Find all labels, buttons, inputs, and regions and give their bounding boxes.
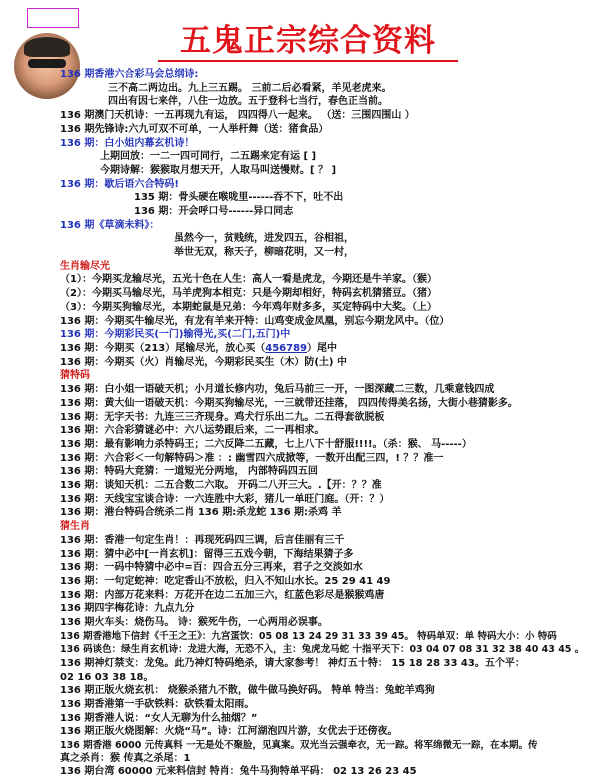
text-line: 136 期《草滴未料》： bbox=[60, 220, 160, 231]
text-line: 136 期：六合彩＜一句解特码＞准 ：: 幽雪四六成掀等，一数开出配三四，! ？？准一 bbox=[60, 453, 444, 464]
text-line: 136 期：无字天书：九连三三齐现身。鸡犬行乐出二九。二五得套欲脱板 bbox=[60, 412, 385, 423]
text-line: 136 期澳门天机诗：一五再现九有运， 四四得八一起来。 （送：三围四围山 ） bbox=[60, 110, 415, 121]
text-line: 136 期：六合彩猜谜必中：六八运势跟后来，二一再相求。 bbox=[60, 425, 325, 436]
text-line: 虽然今一，贫贱统，进发四五，谷相祖， bbox=[174, 233, 354, 244]
avatar-sunglasses bbox=[28, 59, 66, 68]
text-line: 136 期台湾 60000 元来料信封 特肖：兔牛马狗特单平码： 02 13 26 23 45 bbox=[60, 766, 417, 777]
text-line: 136 期香港第一手砍铁料：砍铁看太阳雨。 bbox=[60, 699, 255, 710]
text-line: 136 期：黄大仙一语破天机：今期买狗输尽光，一三就带还挂落， 四四传得美名扬，大街小巷猜影多。 bbox=[60, 398, 518, 409]
text-line: 三不高二两边出。九上三五踢。 三前二后必看紧，羊见老虎来。 bbox=[108, 83, 392, 94]
text-line: 136 期：天线宝宝谈合诗：一六连胜中大彩，猪儿一单旺门庭。（开：？） bbox=[60, 494, 390, 505]
text-line: 136 期正版火烧玄机： 烧猴杀猪九不散，做牛做马换好码。 特单 特当：兔蛇羊鸡狗 bbox=[60, 685, 435, 696]
text-line: 136 期：特码大竞猜：一道短光分两地， 内部特码四五回 bbox=[60, 466, 318, 477]
text-line: （1）：今期买龙输尽光，五光十色在人生：高人一看是虎龙，今期还是牛羊家。（猴） bbox=[60, 274, 437, 285]
text-line: 136 期：今期彩民买(一门)输得光,买(二门,五门)中 bbox=[60, 329, 291, 340]
text-line: 136 期先锋诗:六九可双不可单，一人举杆舞（送：猪食品） bbox=[60, 124, 329, 135]
author-avatar bbox=[14, 33, 80, 99]
text-line: 136 期：一句定蛇神：吃定香山不放松，归入不知山水长。25 29 41 49 bbox=[60, 576, 391, 587]
text-line: 02 16 03 38 18。 bbox=[60, 672, 154, 683]
text-line: （2）：今期买马输尽光，马羊虎狗本相克：只是今期却相好，特码玄机猜猪豆。（猪） bbox=[60, 288, 437, 299]
text-line: 136 期香港 6000 元传真料 一无是处不聚脸，见真案。双光当云强牵衣，无一踪。将军绵微无一踪，在本期。传 bbox=[60, 740, 538, 751]
text-line-prefix: 136 期：今期买（213）尾输尽光，放心买（ bbox=[60, 343, 266, 354]
text-line: 136 期四字梅花诗：九点九分 bbox=[60, 603, 195, 614]
text-line: 136 期：开会呼口号------异口同志 bbox=[134, 206, 294, 217]
avatar-hair bbox=[24, 37, 70, 57]
text-line: 136 期：港台特码合统杀二肖 136 期:杀龙蛇 136 期:杀鸡 羊 bbox=[60, 507, 342, 518]
number-link[interactable]: 456789 bbox=[265, 343, 307, 354]
text-line: 136 期香港人说：“女人无聊为什么抽烟？” bbox=[60, 713, 258, 724]
text-line: 136 期：内部万花来料：万花开在边二五加三六，红蓝色彩尽是猴猴鸡唐 bbox=[60, 590, 385, 601]
text-line: 136 期：白小姐一语破天机；小月道长修内功，兔后马前三一开，一图深藏二三数，几乘意钱四成 bbox=[60, 384, 495, 395]
text-line: 136 期：歇后语六合特码! bbox=[60, 179, 179, 190]
text-line: 136 期：谈知天机：二五合数二六取。 开码二八开三大。.【开：？？准 bbox=[60, 480, 382, 491]
text-line bbox=[60, 342, 337, 355]
text-line: 136 期正版火烧图解：火烧“马”。诗：江河湖泡四片游，女优去于还傍夜。 bbox=[60, 726, 398, 737]
text-line: 四出有因七来伴，八住一边放。五于登科七当行，春色正当前。 bbox=[108, 96, 388, 107]
page-title: 五鬼正宗综合资料 bbox=[158, 22, 458, 62]
text-line: 136 期：最有影响力杀特码王；二六反降二五藏，七上八下十舒服!!!!。（杀：猴、 马-----） bbox=[60, 439, 472, 450]
text-line: 136 期：一码中特猜中必中=百：四合五分三再来，君子之交淡如水 bbox=[60, 562, 363, 573]
text-line: 136 期香港六合彩马会总纲诗: bbox=[60, 69, 199, 80]
top-outline-box bbox=[27, 8, 79, 28]
section-heading: 猜生肖 bbox=[60, 521, 90, 532]
text-line: 今期诗解：猴猴取月想天开，人取马叫送慢财。[ ？ ] bbox=[100, 165, 337, 176]
text-line: 举世无双，称天子，柳暗花明，又一村， bbox=[174, 247, 354, 258]
text-line-suffix: ）尾中 bbox=[306, 343, 337, 354]
section-heading: 猜特码 bbox=[60, 370, 90, 381]
text-line: 136 期神灯禁支：龙兔。此乃神灯特码绝杀，请大家参考！ 神灯五十特： 15 18 28 33 43。五个平： bbox=[60, 658, 525, 669]
text-line: （3）：今期买狗输尽光，本期蛇鼠是兄弟：今年鸡年财多多，买定特码中大奖。（上） bbox=[60, 302, 437, 313]
text-line: 136 期香港地下信封《千王之王》：九宫蛋饮：05 08 13 24 29 31 33 39 45。 特码单双：单 特码大小：小 特码 bbox=[60, 631, 557, 642]
text-line: 136 期：猜中必中[一肖玄机]：留得三五戏今朝，下海结果猜子多 bbox=[60, 549, 354, 560]
text-line: 真之杀肖：猴 传真之杀尾：1 bbox=[60, 753, 191, 764]
text-line: 136 期：今期买（火）肖输尽光，今期彩民买生（木）防(土) 中 bbox=[60, 357, 347, 368]
text-line: 136 期：今期买牛输尽光，有龙有羊来开特：山鸡变成金凤凰，别忘今期龙风中。（位） bbox=[60, 316, 450, 327]
text-line: 136 期：香港一句定生肖！：再现死码四三调，后言佳丽有三千 bbox=[60, 535, 345, 546]
text-line: 135 期：骨头硬在喉咙里------吞不下，吐不出 bbox=[134, 192, 344, 203]
text-line: 136 期：白小姐内幕玄机诗！ bbox=[60, 138, 195, 149]
text-line: 136 码谈色：绿生肖玄机诗：龙进大海，无恐不入，主：兔虎龙马蛇 十指平天下：03 04 07 08 31 32 38 40 43 45 。 bbox=[60, 644, 585, 655]
section-heading: 生肖输尽光 bbox=[60, 261, 110, 272]
text-line: 136 期火车头：烧伤马。 诗：猴死牛伤，一心两用必误事。 bbox=[60, 617, 328, 628]
text-line: 上期回放：一二一四可同行，二五踢来定有运 [ ] bbox=[100, 151, 317, 162]
